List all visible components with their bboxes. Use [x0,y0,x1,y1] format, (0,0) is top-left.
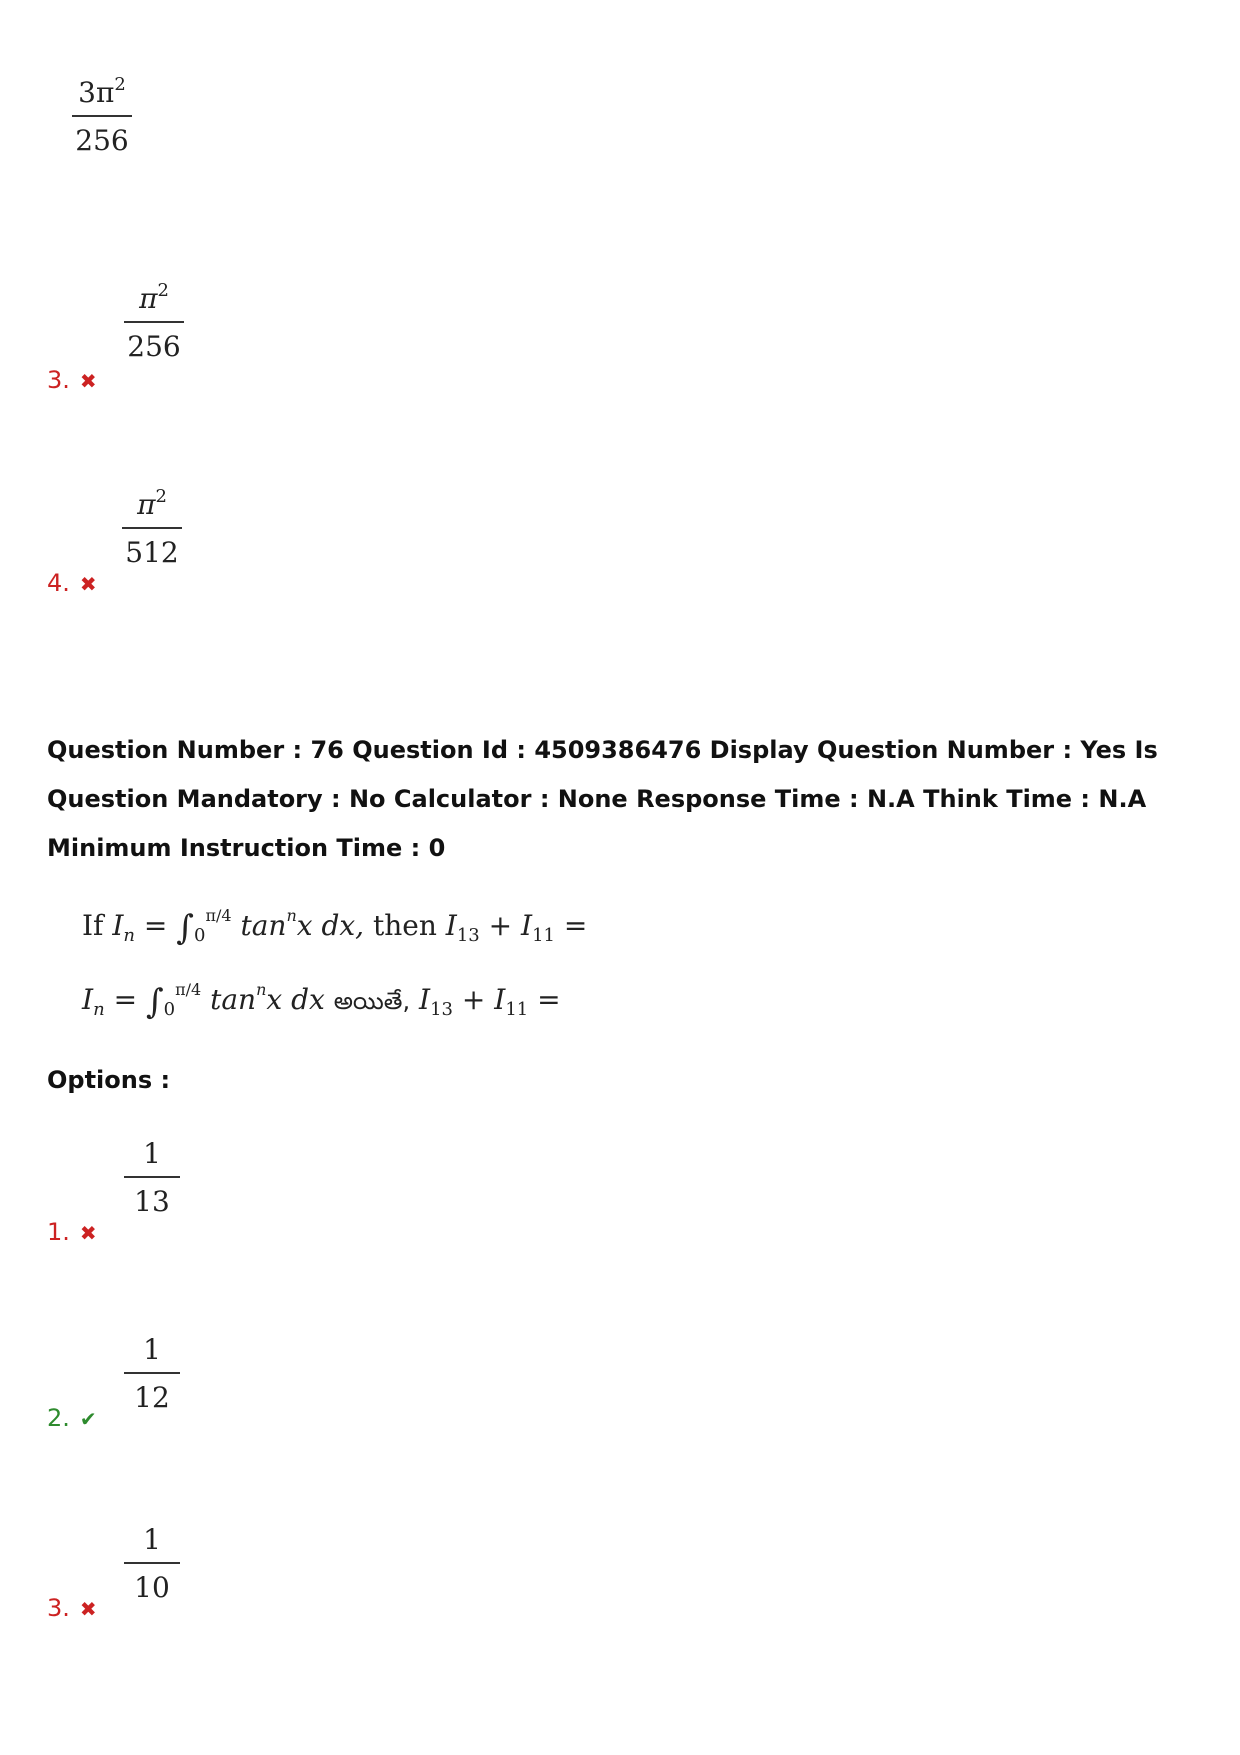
option-1-fraction [124,1137,180,1218]
denominator: 512 [125,536,179,569]
exponent: 2 [114,74,126,95]
subscript-13: 13 [456,925,480,946]
differential: dx, [321,909,365,942]
denominator: 256 [127,330,181,363]
option-3-label [47,1594,97,1622]
denominator: 12 [134,1381,170,1414]
denominator: 10 [134,1571,170,1604]
prev-option-4-fraction [122,488,182,567]
cross-mark-icon: ✖ [79,1221,97,1245]
lower-limit: 0 [194,925,206,946]
option-number: 4. [47,569,70,597]
exponent: 2 [157,280,169,301]
option-number: 3. [47,1594,70,1622]
word-then: then [372,909,437,942]
numerator: 1 [143,1333,161,1366]
cross-mark-icon: ✖ [79,572,97,596]
upper-limit: π/4 [205,906,232,925]
exponent: 2 [155,486,167,507]
numerator: 1 [143,1523,161,1556]
numerator: 1 [143,1137,161,1170]
prev-option-3-label [47,366,97,394]
prev-option-3-fraction [124,282,184,361]
question-equation-english: If $I_n = \int_0^{\pi/4}$ $\tan^nx$ dx, then $I_{13} + I_{11}$ = [82,906,588,948]
prev-option-4-label [47,569,97,597]
numerator: π [139,282,158,315]
option-2-label [47,1404,97,1432]
numerator: π [137,488,156,521]
option-1-label [47,1218,97,1246]
option-3-fraction [124,1523,180,1604]
options-label: Options : [47,1066,171,1094]
word-if: If [82,909,104,942]
option-number: 3. [47,366,70,394]
question-equation-telugu: $I_n = \int_0^{\pi/4}$ $\tan^nx$ dx అయితే, $I_{13} + I_{11}$ = [82,980,561,1022]
integral-sign: ∫ [145,982,164,1022]
variable-x: x [296,909,313,942]
question-metadata: Question Number : 76 Question Id : 4509386476 Display Question Number : Yes Is Question Mandatory : No Calculator : None Response Time : N.A Think Time : N.A Minimum Instruction Time : 0 [47,736,1158,862]
option-2-fraction [124,1333,180,1414]
telugu-word: అయితే, [333,987,411,1015]
symbol-i: I [112,909,124,942]
subscript-11: 11 [532,925,555,946]
tan-exponent: n [286,906,297,925]
denominator: 13 [134,1185,170,1218]
option-number: 2. [47,1404,70,1432]
check-mark-icon: ✔ [79,1407,97,1431]
cross-mark-icon: ✖ [79,1597,97,1621]
equals-sign: = [563,909,588,942]
cross-mark-icon: ✖ [79,369,97,393]
plus-sign: + [488,909,513,942]
tan-function: tan [240,909,287,942]
equals-sign: = [143,909,168,942]
denominator: 256 [75,124,129,157]
fraction-top [72,76,132,155]
option-number: 1. [47,1218,70,1246]
numerator: 3π [78,76,115,109]
integral-sign: ∫ [176,908,194,948]
subscript-n: n [123,925,135,946]
